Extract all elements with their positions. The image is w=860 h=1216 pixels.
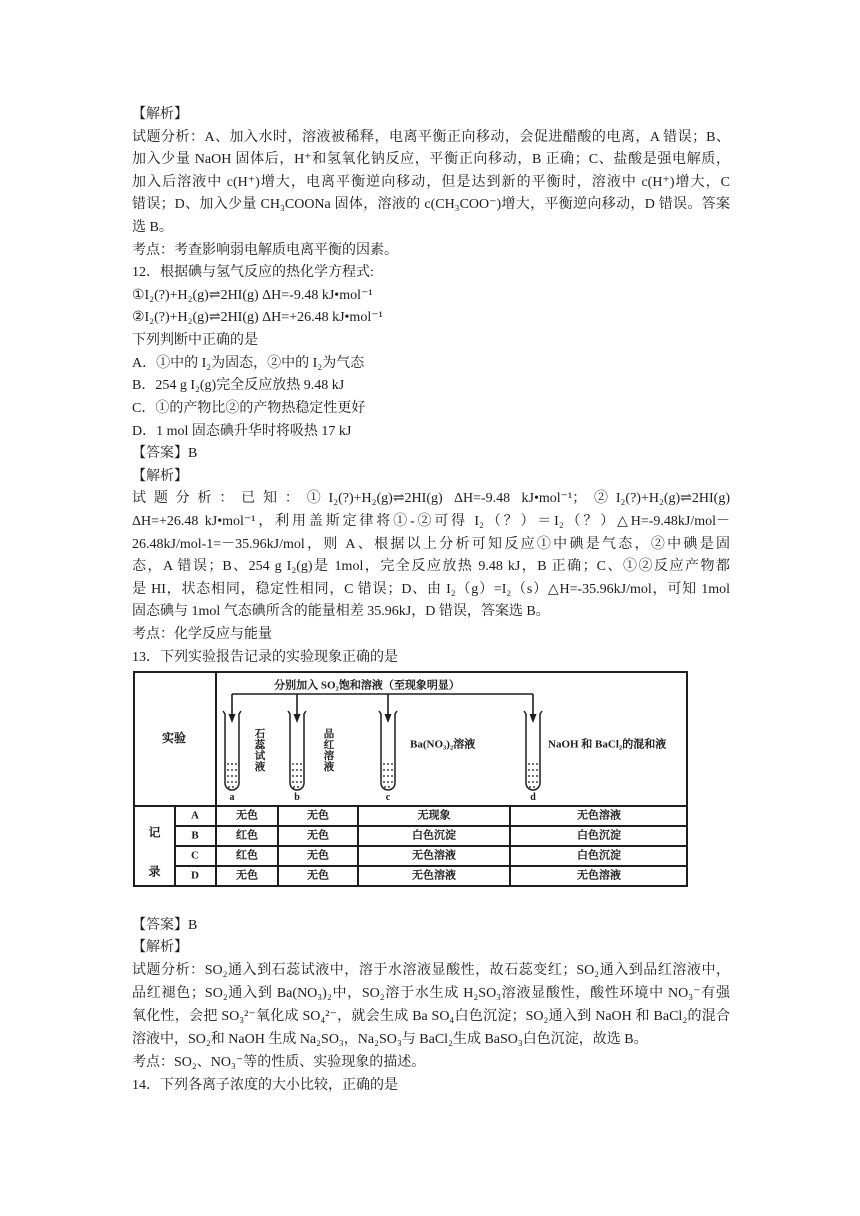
q12-analysis-line: 态，A 错误；B、254 g I₂(g)是 1mol，完全反应放热 9.48 kJ，B 正确；C、①②反应产物都 bbox=[132, 559, 730, 575]
q12-analysis-line: 26.48kJ/mol-1=－35.96kJ/mol，则 A、根据以上分析可知反应①中碘是气态，②中碘是固 bbox=[132, 536, 730, 552]
tube-liquid-a bbox=[227, 764, 237, 787]
q12-kaodian: 考点：化学反应与能量 bbox=[132, 627, 272, 643]
record-option: A bbox=[191, 809, 199, 822]
record-option: D bbox=[191, 869, 199, 882]
record-cell-a: 无色 bbox=[236, 869, 258, 882]
q13-kaodian: 考点：SO₂、NO₃⁻等的性质、实验现象的描述。 bbox=[132, 1054, 426, 1070]
q12-stem: 12．根据碘与氢气反应的热化学方程式: bbox=[132, 265, 374, 281]
record-cell-c: 无现象 bbox=[417, 809, 451, 822]
record-cell-d: 白色沉淀 bbox=[577, 829, 621, 842]
q12-option-c: C．①的产物比②的产物热稳定性更好 bbox=[132, 400, 366, 416]
q12-equation-1: ①I₂(?)+H₂(g)⇌2HI(g) ΔH=-9.48 kJ•mol⁻¹ bbox=[132, 287, 373, 303]
q13-analysis-line: 试题分析：SO₂通入到石蕊试液中，溶于水溶液显酸性，故石蕊变红；SO₂通入到品红溶液中， bbox=[132, 963, 730, 979]
tube-b-letter: b bbox=[294, 792, 300, 803]
tube-b-reagent-label: 品红溶液 bbox=[322, 728, 334, 772]
q13-experiment-figure bbox=[133, 670, 689, 904]
tube-liquid-d bbox=[528, 764, 538, 787]
q12-analysis-line: 固态碘与 1mol 气态碘所含的能量相差 35.96kJ，D 错误，答案选 B。 bbox=[132, 604, 550, 620]
q11-kaodian: 考点：考查影响弱电解质电离平衡的因素。 bbox=[132, 242, 398, 258]
record-option: C bbox=[191, 849, 199, 862]
experiment-label: 实验 bbox=[161, 731, 187, 745]
q12-analysis-heading: 【解析】 bbox=[132, 468, 188, 484]
record-cell-a: 无色 bbox=[236, 809, 258, 822]
text-column-lower bbox=[132, 915, 730, 1098]
q12-equation-2: ②I₂(?)+H₂(g)⇌2HI(g) ΔH=+26.48 kJ•mol⁻¹ bbox=[132, 310, 383, 326]
record-cell-d: 无色溶液 bbox=[577, 809, 621, 822]
q12-option-a: A．①中的 I₂为固态，②中的 I₂为气态 bbox=[132, 355, 365, 371]
q13-analysis-heading: 【解析】 bbox=[132, 940, 188, 956]
q13-stem: 13．下列实验报告记录的实验现象正确的是 bbox=[132, 649, 398, 665]
record-cell-c: 无色溶液 bbox=[412, 869, 456, 882]
q11-analysis-line: 错误；D、加入少量 CH₃COONa 固体，溶液的 c(CH₃COO⁻)增大，平衡逆向移动，D 错误。答案 bbox=[132, 197, 730, 213]
q11-analysis-heading: 【解析】 bbox=[132, 107, 188, 122]
record-cell-b: 无色 bbox=[307, 809, 329, 822]
text-column-upper bbox=[132, 104, 730, 669]
arrowhead-a bbox=[229, 714, 236, 723]
q11-analysis-line: 加入后溶液中 c(H⁺)增大，电离平衡逆向移动，但是达到新的平衡时，溶液中 c(H⁺)增大，C bbox=[132, 174, 730, 190]
record-cell-b: 无色 bbox=[307, 849, 329, 862]
tube-c-reagent-label: Ba(NO₃)₂溶液 bbox=[410, 738, 476, 751]
q13-analysis-line: 品红褪色；SO₂通入到 Ba(NO₃)₂中，SO₂溶于水生成 H₂SO₃溶液显酸性，酸性环境中 NO₃⁻有强 bbox=[132, 986, 730, 1002]
q11-analysis-line: 选 B。 bbox=[132, 220, 173, 236]
tube-liquid-b bbox=[292, 764, 302, 787]
q12-option-b: B．254 g I₂(g)完全反应放热 9.48 kJ bbox=[132, 378, 345, 394]
q13-answer: 【答案】B bbox=[132, 917, 198, 933]
record-cell-a: 红色 bbox=[236, 829, 258, 842]
record-cell-c: 无色溶液 bbox=[412, 849, 456, 862]
record-option: B bbox=[191, 829, 199, 842]
record-cell-c: 白色沉淀 bbox=[412, 829, 456, 842]
record-cell-a: 红色 bbox=[236, 849, 258, 862]
q11-analysis-line: 试题分析：A、加入水时，溶液被稀释，电离平衡正向移动，会促进醋酸的电离，A 错误；B、 bbox=[132, 129, 730, 145]
tube-liquid-c bbox=[383, 764, 393, 787]
q13-analysis-line: 氧化性，会把 SO₃²⁻氧化成 SO₄²⁻，就会生成 Ba SO₄白色沉淀；SO₂通入到 NaOH 和 BaCl₂的混合 bbox=[132, 1008, 730, 1024]
arrowhead-d bbox=[530, 714, 537, 723]
q13-analysis-line: 溶液中，SO₂和 NaOH 生成 Na₂SO₃，Na₂SO₃与 BaCl₂生成 BaSO₃白色沉淀，故选 B。 bbox=[132, 1031, 648, 1047]
reagent-header-label: 分别加入 SO₂饱和溶液（至现象明显） bbox=[274, 679, 460, 692]
q12-option-d: D．1 mol 固态碘升华时将吸热 17 kJ bbox=[132, 423, 352, 439]
tube-a-reagent-label: 石蕊试液 bbox=[253, 728, 265, 772]
record-cell-b: 无色 bbox=[307, 869, 329, 882]
tube-d-reagent-label: NaOH 和 BaCl₂的混和液 bbox=[548, 738, 667, 751]
arrowhead-b bbox=[294, 714, 301, 723]
record-label: 记录 bbox=[147, 826, 161, 904]
tube-d-letter: d bbox=[530, 792, 536, 803]
q14-stem: 14．下列各离子浓度的大小比较，正确的是 bbox=[132, 1077, 398, 1093]
q12-analysis-line: 试题分析：已知：①I₂(?)+H₂(g)⇌2HI(g) ΔH=-9.48 kJ•mol⁻¹；②I₂(?)+H₂(g)⇌2HI(g) bbox=[132, 491, 730, 507]
arrowhead-c bbox=[385, 714, 392, 723]
q12-prompt: 下列判断中正确的是 bbox=[132, 333, 258, 349]
q11-analysis-line: 加入少量 NaOH 固体后，H⁺和氢氧化钠反应，平衡正向移动，B 正确；C、盐酸是强电解质， bbox=[132, 152, 730, 168]
tube-c-letter: c bbox=[385, 792, 391, 803]
q12-analysis-line: 是 HI，状态相同，稳定性相同，C 错误；D、由 I₂（g）=I₂（s）△H=-35.96kJ/mol，可知 1mol bbox=[132, 581, 730, 597]
record-cell-d: 无色溶液 bbox=[577, 869, 621, 882]
tube-a-letter: a bbox=[229, 792, 235, 803]
q12-analysis-line: ΔH=+26.48 kJ•mol⁻¹，利用盖斯定律将①-②可得 I₂（？）＝I₂（？）△H=-9.48kJ/mol－ bbox=[132, 513, 730, 529]
q12-answer: 【答案】B bbox=[132, 446, 198, 462]
record-cell-b: 无色 bbox=[307, 829, 329, 842]
record-cell-d: 白色沉淀 bbox=[577, 849, 621, 862]
